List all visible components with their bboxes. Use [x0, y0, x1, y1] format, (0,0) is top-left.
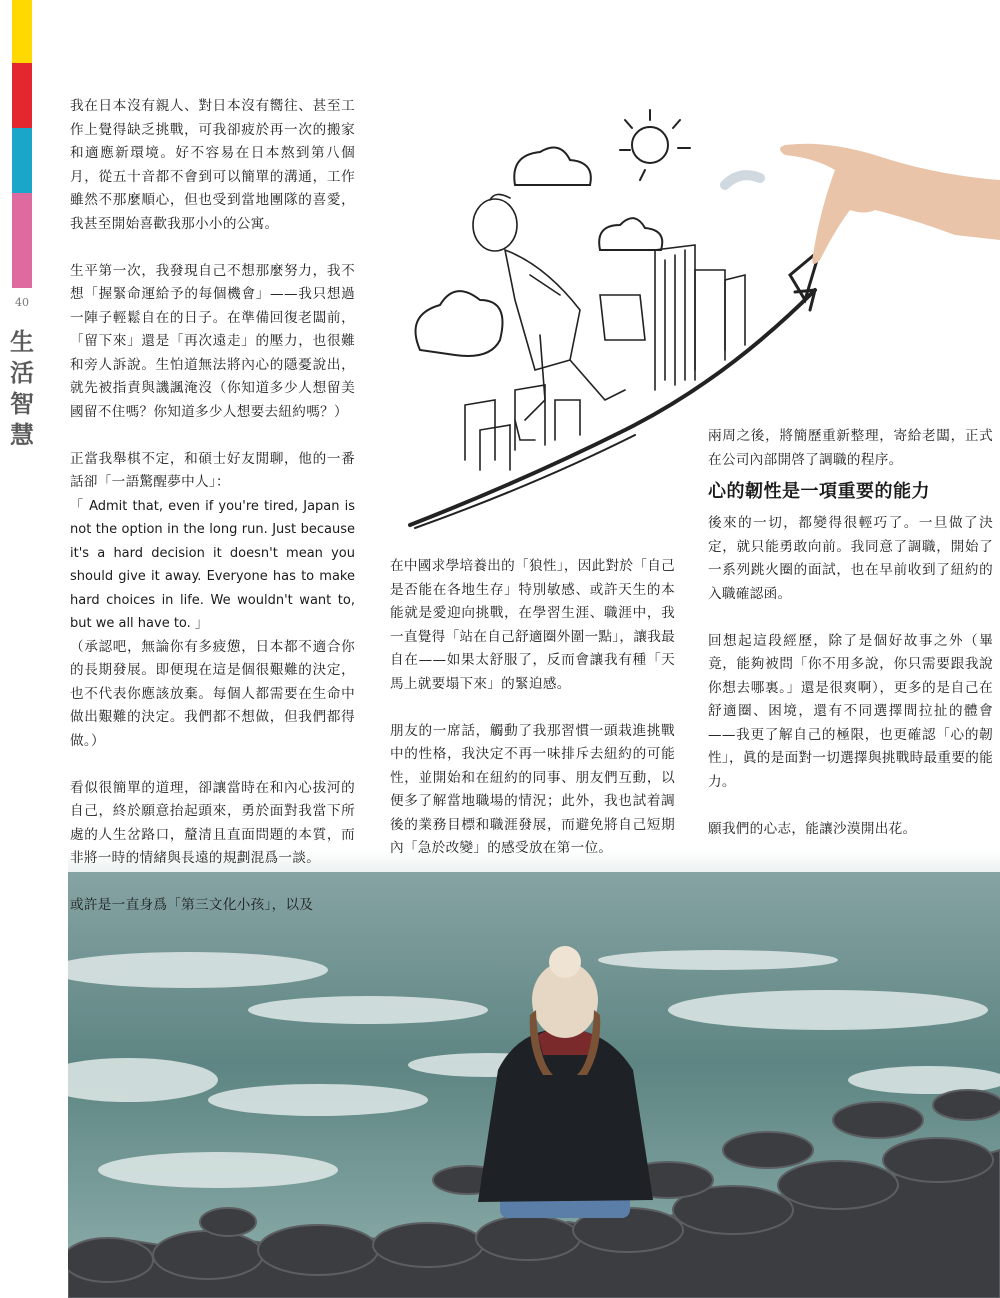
paragraph: 願我們的心志，能讓沙漠開出花。	[708, 820, 917, 837]
paragraph: 看似很簡單的道理，卻讓當時在和內心拔河的自己，終於願意抬起頭來，勇於面對我當下所處的人生岔路口，釐清且直面問題的本質，而非將一時的情緒與長遠的規劃混爲一談。	[70, 779, 355, 866]
color-tab-red	[12, 63, 32, 128]
hand-image	[725, 144, 1000, 264]
paragraph: 回想起這段經歷，除了是個好故事之外（畢竟，能夠被問「你不用多說，你只需要跟我說你想去哪裏。」還是很爽啊），更多的是自己在舒適圈、困境，還有不同選擇間拉扯的體會——我更了解自己的極限，也更確認「心的韌性」，眞的是面對一切選擇與挑戰時最重要的能力。	[708, 632, 993, 790]
sun-doodle	[620, 110, 690, 180]
paragraph: 生平第一次，我發現自己不想那麼努力，我不想「握緊命運給予的每個機會」——我只想過一陣子輕鬆自在的日子。在準備回復老闆前，「留下來」還是「再次遠走」的壓力，也很難和旁人訴說。生怕道無法將內心的隱憂說出，就先被指責與譏諷淹沒（你知道多少人想留美國留不住嗎？你知道多少人想要去紐約嗎？）	[70, 262, 355, 420]
paragraph: 或許是一直身爲「第三文化小孩」，以及	[70, 897, 314, 913]
text-column-2	[390, 555, 675, 884]
paragraph: 後來的一切，都變得很輕巧了。一旦做了決定，就只能勇敢向前。我同意了調職，開始了一系列跳火圈的面試，也在早前收到了紐約的入職確認函。	[708, 515, 993, 602]
page-number: 40	[15, 296, 29, 309]
color-tab-cyan	[12, 128, 32, 193]
cloud-doodle	[416, 291, 503, 356]
section-heading: 心的韌性是一項重要的能力	[708, 481, 930, 502]
cloud-doodle	[599, 218, 662, 250]
paragraph: 正當我舉棋不定，和碩士好友閒聊，他的一番話卻「一語驚醒夢中人」：	[70, 450, 355, 490]
cloud-doodle	[514, 148, 591, 186]
paragraph: 朋友的一席話，觸動了我那習慣一頭栽進挑戰中的性格，我決定不再一味排斥去紐約的可能性，並開始和在紐約的同事、朋友們互動，以便多了解當地職場的情況；此外，我也試着調後的業務目標和職涯發展，而避免將自己短期內「急於改變」的感受放在第一位。	[390, 722, 675, 856]
color-tab-yellow	[12, 0, 32, 63]
paragraph: 兩周之後，將簡歷重新整理，寄給老闆，正式在公司內部開啓了調職的程序。	[708, 428, 993, 468]
text-column-1	[70, 95, 355, 941]
color-tab-pink	[12, 193, 32, 288]
text-column-3	[708, 425, 993, 865]
english-quote: 「 Admit that, even if you're tired, Japan is not the option in the long run. Just because it's a hard decision it doesn't mean you should give it away. Everyone has to make hard choices in life. We wouldn't want to, but we all have to. 」	[70, 498, 355, 631]
paragraph: 在中國求學培養出的「狼性」，因此對於「自己是否能在各地生存」特別敏感、或許天生的本能就是愛迎向挑戰，在學習生涯、職涯中，我一直覺得「站在自己舒適圈外圍一點」，讓我最自在——如果太舒服了，反而會讓我有種「天馬上就要塌下來」的緊迫感。	[390, 558, 675, 692]
businessman-doodle	[473, 194, 645, 440]
section-title: 生活智慧	[10, 327, 34, 449]
quote-translation: （承認吧，無論你有多疲憊，日本都不適合你的長期發展。即便現在這是個很艱難的決定，也不代表你應該放棄。每個人都需要在生命中做出艱難的決定。我們都不想做，但我們都得做。）	[70, 638, 355, 749]
paragraph: 我在日本沒有親人、對日本沒有嚮往、甚至工作上覺得缺乏挑戰，可我卻疲於再一次的搬家和適應新環境。好不容易在日本熬到第八個月，從五十音都不會到可以簡單的溝通，工作雖然不那麼順心，但也受到當地團隊的喜愛，我甚至開始喜歡我那小小的公寓。	[70, 98, 355, 232]
